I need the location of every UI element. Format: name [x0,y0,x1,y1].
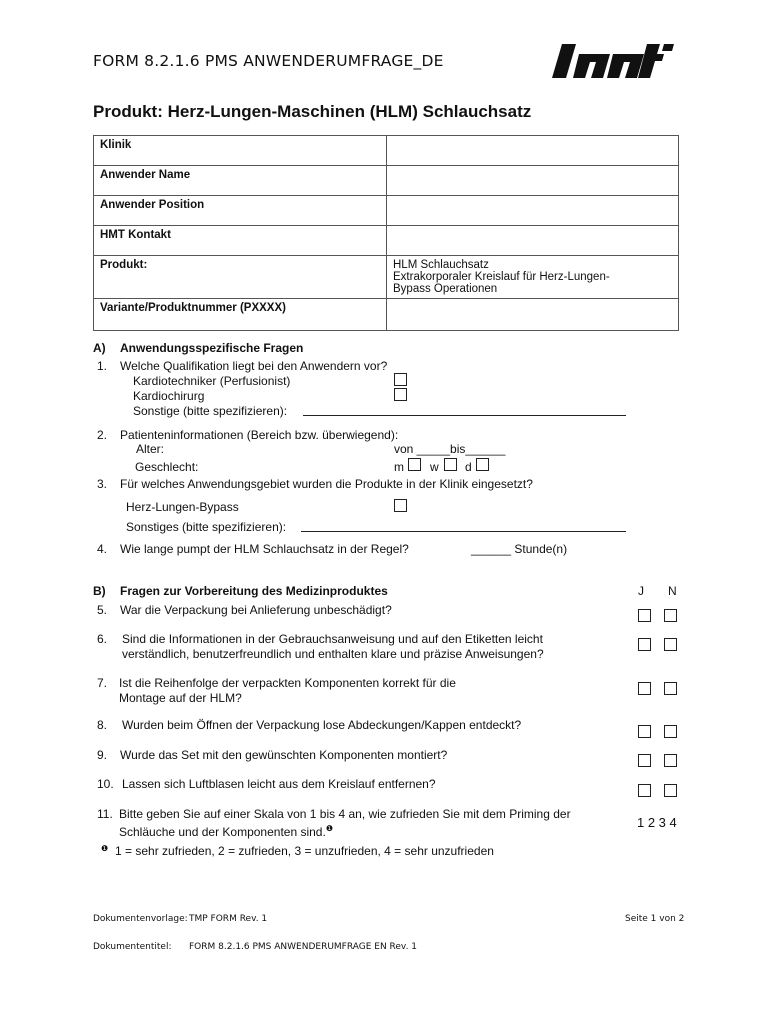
q9-nein-checkbox[interactable] [664,754,677,767]
document-title: Produkt: Herz-Lungen-Maschinen (HLM) Schlauchsatz [93,102,532,121]
q8-text: Wurden beim Öffnen der Verpackung lose Abdeckungen/Kappen entdeckt? [122,718,522,732]
section-b-letter: B) [93,584,106,598]
q5-ja-checkbox[interactable] [638,609,651,622]
q3-text: Für welches Anwendungsgebiet wurden die Produkte in der Klinik eingesetzt? [120,477,533,491]
q4-text: Wie lange pumpt der HLM Schlauchsatz in der Regel? [120,542,409,556]
q5-number: 5. [97,603,108,617]
q8-number: 8. [97,718,108,732]
q2-w-checkbox[interactable] [444,458,457,471]
q1-kardiotechniker-checkbox[interactable] [394,373,407,386]
q4-answer[interactable]: ______ Stunde(n) [471,542,568,556]
q11-number: 11. [97,807,113,821]
anwender-name-label: Anwender Name [94,166,387,196]
produkt-value [387,256,679,299]
q2-m-checkbox[interactable] [408,458,421,471]
footer-title-label: Dokumententitel: [93,942,172,952]
footer-template-value: TMP FORM Rev. 1 [189,914,268,924]
q5-nein-checkbox[interactable] [664,609,677,622]
produkt-label: Produkt: [94,256,387,299]
q1-option-kardiochirurg: Kardiochirurg [133,389,205,403]
q5-text: War die Verpackung bei Anlieferung unbeschädigt? [120,603,392,617]
q3-bypass-checkbox[interactable] [394,499,407,512]
q10-nein-checkbox[interactable] [664,784,677,797]
footer-page-number: Seite 1 von 2 [625,914,685,924]
q6-text-line1: Sind die Informationen in der Gebrauchsanweisung und auf den Etiketten leicht [122,632,543,646]
klinik-field[interactable] [387,136,679,166]
q2-geschlecht-label: Geschlecht: [135,460,199,474]
q2-alter-label: Alter: [136,442,165,456]
q1-text: Welche Qualifikation liegt bei den Anwendern vor? [120,359,388,373]
q1-kardiochirurg-checkbox[interactable] [394,388,407,401]
q3-sonstiges-input[interactable] [301,531,626,532]
q7-text-line2: Montage auf der HLM? [119,691,242,705]
q7-number: 7. [97,676,108,690]
variante-field[interactable] [387,299,679,331]
produkt-value-line: Bypass Operationen [393,283,498,295]
anwender-position-field[interactable] [387,196,679,226]
q9-ja-checkbox[interactable] [638,754,651,767]
q2-d-label: d [465,460,472,474]
q6-ja-checkbox[interactable] [638,638,651,651]
q3-option-bypass: Herz-Lungen-Bypass [126,500,239,514]
section-b-title: Fragen zur Vorbereitung des Medizinproduktes [120,584,388,598]
q11-footnote-marker: ❶ [325,824,333,833]
q7-ja-checkbox[interactable] [638,682,651,695]
q11-text-line1: Bitte geben Sie auf einer Skala von 1 bis 4 an, wie zufrieden Sie mit dem Priming der [119,807,571,821]
q6-text-line2: verständlich, benutzerfreundlich und enthalten klare und präzise Anweisungen? [122,647,544,661]
q3-option-sonstiges: Sonstiges (bitte spezifizieren): [126,520,287,534]
q1-option-kardiotechniker: Kardiotechniker (Perfusionist) [133,374,291,388]
hmt-logo-icon [552,42,674,80]
q10-number: 10. [97,777,114,791]
produkt-value-line: HLM Schlauchsatz [393,259,489,271]
q2-number: 2. [97,428,108,442]
footnote-text: 1 = sehr zufrieden, 2 = zufrieden, 3 = unzufrieden, 4 = sehr unzufrieden [115,844,494,858]
q2-alter-range[interactable]: von _____bis______ [394,442,506,456]
q1-number: 1. [97,359,108,373]
section-a-letter: A) [93,341,106,355]
q1-option-sonstige: Sonstige (bitte spezifizieren): [133,404,288,418]
q10-ja-checkbox[interactable] [638,784,651,797]
footer-template-label: Dokumentenvorlage: [93,914,188,924]
produkt-value-line: Extrakorporaler Kreislauf für Herz-Lungen- [393,271,610,283]
q4-number: 4. [97,542,108,556]
q2-d-checkbox[interactable] [476,458,489,471]
column-nein-header: N [668,584,677,598]
q3-number: 3. [97,477,108,491]
q10-text: Lassen sich Luftblasen leicht aus dem Kreislauf entfernen? [122,777,436,791]
q6-nein-checkbox[interactable] [664,638,677,651]
q11-text-line2 [119,822,333,839]
column-ja-header: J [638,584,644,598]
q2-text: Patienteninformationen (Bereich bzw. überwiegend): [120,428,399,442]
info-table [93,135,679,331]
q8-nein-checkbox[interactable] [664,725,677,738]
q11-rating-scale[interactable]: 1 2 3 4 [637,815,677,830]
q1-sonstige-input[interactable] [303,415,626,416]
footer-title-value: FORM 8.2.1.6 PMS ANWENDERUMFRAGE EN Rev. 1 [189,942,418,952]
q11-text-line2-content: Schläuche und der Komponenten sind. [119,825,326,839]
q7-text-line1: Ist die Reihenfolge der verpackten Komponenten korrekt für die [119,676,456,690]
form-id: FORM 8.2.1.6 PMS ANWENDERUMFRAGE_DE [93,52,444,70]
q2-w-label: w [430,460,439,474]
section-a-title: Anwendungsspezifische Fragen [120,341,304,355]
q9-text: Wurde das Set mit den gewünschten Komponenten montiert? [120,748,448,762]
variante-label: Variante/Produktnummer (PXXXX) [94,299,387,331]
q2-m-label: m [394,460,404,474]
hmt-kontakt-field[interactable] [387,226,679,256]
q6-number: 6. [97,632,108,646]
anwender-position-label: Anwender Position [94,196,387,226]
anwender-name-field[interactable] [387,166,679,196]
q9-number: 9. [97,748,108,762]
hmt-kontakt-label: HMT Kontakt [94,226,387,256]
klinik-label: Klinik [94,136,387,166]
q7-nein-checkbox[interactable] [664,682,677,695]
footnote-marker: ❶ [101,844,109,853]
q8-ja-checkbox[interactable] [638,725,651,738]
